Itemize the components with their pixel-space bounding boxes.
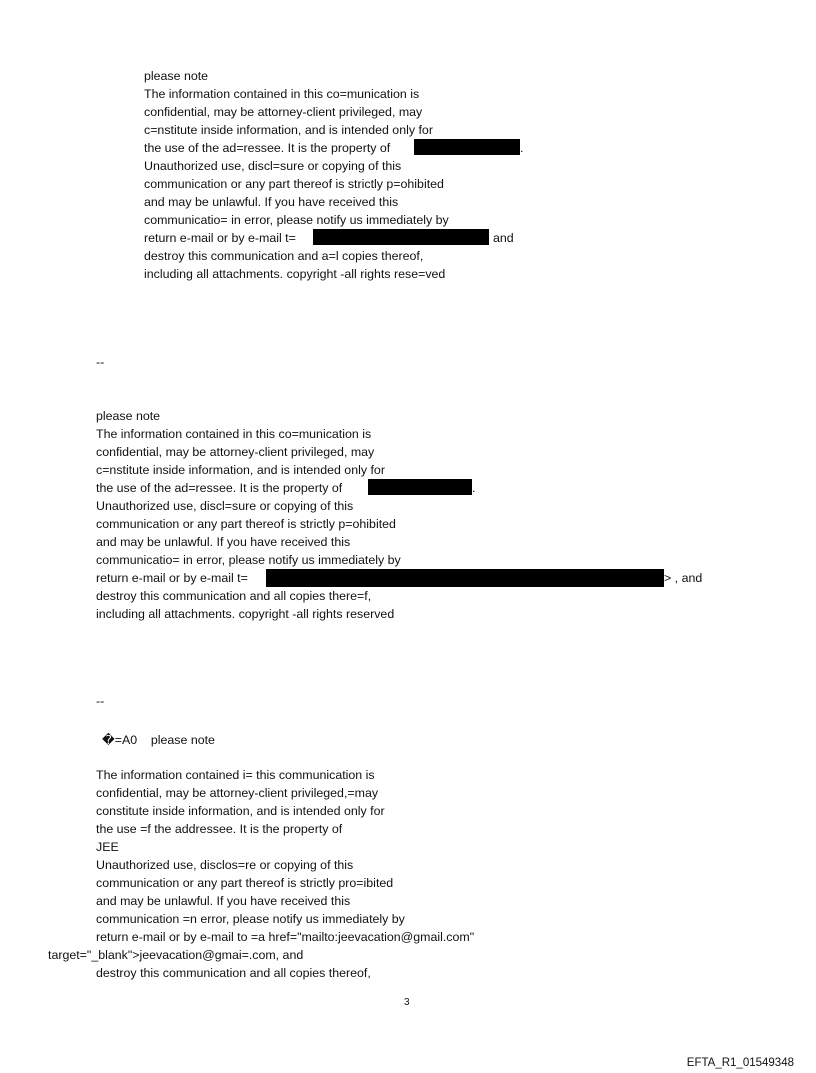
redaction-box <box>313 229 489 245</box>
block1-line-3: confidential, may be attorney-client privileged, may <box>144 105 423 119</box>
page-number: 3 <box>404 997 410 1008</box>
block3-line-8: and may be unlawful. If you have received this <box>96 894 351 908</box>
block1-line-5: the use of the ad=ressee. It is the property of <box>144 141 391 155</box>
block3-header: �=A0 please note <box>102 733 215 747</box>
block1-line-9: communicatio= in error, please notify us immediately by <box>144 213 449 227</box>
block3-line-10: return e-mail or by e-mail to =a href="mailto:jeevacation@gmail.com" <box>96 930 475 944</box>
block2-line-3: confidential, may be attorney-client privileged, may <box>96 445 375 459</box>
redaction-box <box>266 569 664 587</box>
block3-outdented-line: target="_blank">jeevacation@gmai=.com, and <box>48 948 304 962</box>
block3-line-4: the use =f the addressee. It is the property of <box>96 822 343 836</box>
block1-and: and <box>493 231 514 245</box>
redaction-box <box>368 479 472 495</box>
block1-line-10: return e-mail or by e-mail t= <box>144 231 296 245</box>
block2-and: > , and <box>664 571 703 585</box>
block3-line-3: constitute inside information, and is intended only for <box>96 804 385 818</box>
block3-line-7: communication or any part thereof is strictly pro=ibited <box>96 876 394 890</box>
block3-line-2: confidential, may be attorney-client privileged,=may <box>96 786 379 800</box>
block1-line-12: including all attachments. copyright -all rights rese=ved <box>144 267 446 281</box>
block2-period: . <box>472 481 476 495</box>
block2-line-6: Unauthorized use, discl=sure or copying of this <box>96 499 354 513</box>
block2-line-11: destroy this communication and all copies there=f, <box>96 589 372 603</box>
block1-period: . <box>520 141 524 155</box>
block2-line-2: The information contained in this co=munication is <box>96 427 372 441</box>
separator-dashes: -- <box>96 355 105 369</box>
block2-line-9: communicatio= in error, please notify us immediately by <box>96 553 401 567</box>
block1-line-1: please note <box>144 69 209 83</box>
block2-line-4: c=nstitute inside information, and is intended only for <box>96 463 385 477</box>
block1-line-2: The information contained in this co=munication is <box>144 87 420 101</box>
redaction-box <box>414 139 520 155</box>
block3-line-1: The information contained i= this communication is <box>96 768 375 782</box>
block2-line-5: the use of the ad=ressee. It is the property of <box>96 481 343 495</box>
block1-line-6: Unauthorized use, discl=sure or copying of this <box>144 159 402 173</box>
block1-line-4: c=nstitute inside information, and is intended only for <box>144 123 433 137</box>
separator-dashes: -- <box>96 694 105 708</box>
block2-line-1: please note <box>96 409 161 423</box>
block2-line-8: and may be unlawful. If you have received this <box>96 535 351 549</box>
block3-line-9: communication =n error, please notify us immediately by <box>96 912 405 926</box>
block1-line-7: communication or any part thereof is strictly p=ohibited <box>144 177 444 191</box>
block1-line-8: and may be unlawful. If you have received this <box>144 195 399 209</box>
block1-line-11: destroy this communication and a=l copies thereof, <box>144 249 424 263</box>
block3-line-5: JEE <box>96 840 119 854</box>
block2-line-12: including all attachments. copyright -all rights reserved <box>96 607 395 621</box>
block2-line-10: return e-mail or by e-mail t= <box>96 571 248 585</box>
block3-line-6: Unauthorized use, disclos=re or copying of this <box>96 858 354 872</box>
block3-last-line: destroy this communication and all copies thereof, <box>96 966 371 980</box>
block2-line-7: communication or any part thereof is strictly p=ohibited <box>96 517 396 531</box>
bates-number: EFTA_R1_01549348 <box>686 1057 794 1069</box>
